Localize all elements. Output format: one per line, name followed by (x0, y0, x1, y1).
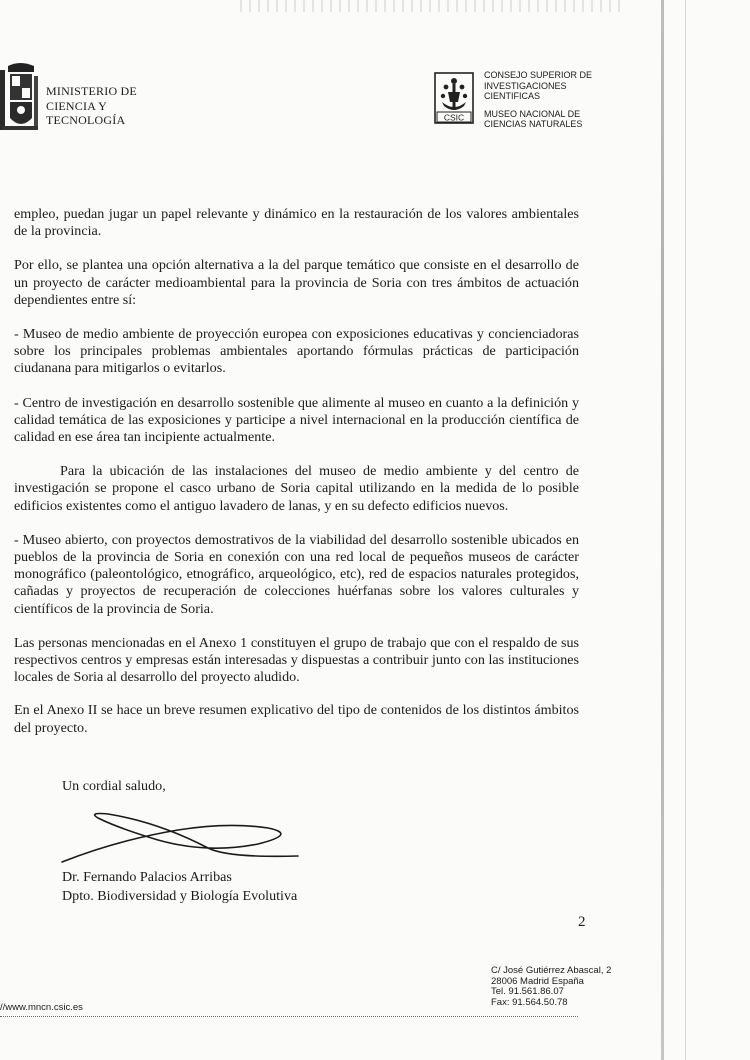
paragraph-research-center: - Centro de investigación en desarrollo sostenible que alimente al museo en cuanto a la definición y calidad temática de las exposiciones y participe a nivel internacional en la producción científica de calidad en ese área tan incipiente actualmente. (14, 394, 579, 446)
ministry-line-3: TECNOLOGÍA (46, 113, 126, 127)
closing-salutation: Un cordial saludo, (62, 778, 166, 794)
paragraph-location: Para la ubicación de las instalaciones del museo de medio ambiente y del centro de investigación se propone el casco urbano de Soria capital utilizando en la medida de lo posible edificios existentes como el antiguo lavadero de lanas, y en su defecto edificios nuevos. (14, 463, 579, 514)
paragraph-open-museum: - Museo abierto, con proyectos demostrativos de la viabilidad del desarrollo sostenible ubicados en pueblos de la provincia de Soria en conexión con una red local de pequeños museos de carácter monográfico (paleontológico, etnográfico, arqueológico, etc), red de espacios naturales protegidos, cañadas y proyectos de recuperación de colecciones huérfanas sobre los valores culturales y científicos de la provincia de Soria. (14, 531, 579, 617)
csic-logo-icon (434, 72, 474, 124)
paragraph-2: Por ello, se plantea una opción alternativa a la del parque temático que consiste en el desarrollo de un proyecto de carácter medioambiental para la provincia de Soria con tres ámbitos de actuación dependientes entre sí: (14, 257, 579, 308)
ministry-name (46, 84, 137, 128)
signer-name: Dr. Fernando Palacios Arribas (62, 869, 232, 885)
paragraph-museum: - Museo de medio ambiente de proyección europea con exposiciones educativas y concienciadoras sobre los principales problemas ambientales aportando fórmulas prácticas de participación ciudanana para mitigarlos o evitarlos. (14, 326, 579, 377)
footer-divider (0, 1016, 578, 1017)
address-fax: Fax: 91.564.50.78 (491, 996, 568, 1008)
csic-line-2: INVESTIGACIONES (484, 80, 567, 91)
handwritten-signature (58, 800, 308, 870)
website-url: //www.mncn.csic.es (0, 1002, 83, 1013)
museum-line-2: CIENCIAS NATURALES (484, 119, 583, 129)
museum-line-1: MUSEO NACIONAL DE (484, 108, 581, 119)
paragraph-annex-2: En el Anexo II se hace un breve resumen explicativo del tipo de contenidos de los distintos ámbitos del proyecto. (14, 702, 579, 736)
ministry-line-2: CIENCIA Y (46, 98, 108, 113)
csic-line-1: CONSEJO SUPERIOR DE (484, 70, 593, 80)
museum-address (491, 966, 611, 1008)
csic-header (484, 70, 592, 130)
page-fold-shadow (661, 0, 664, 1060)
address-phone: Tel. 91.561.86.07 (491, 986, 564, 997)
scan-noise (240, 0, 620, 12)
ministry-line-1: MINISTERIO DE (46, 84, 137, 98)
signer-block (62, 868, 297, 906)
ministry-crest-icon (0, 60, 40, 138)
address-street: C/ José Gutiérrez Abascal, 2 (491, 965, 612, 976)
paragraph-1: empleo, puedan jugar un papel relevante y dinámico en la restauración de los valores ambientales de la provincia. (14, 206, 579, 240)
paragraph-annex-1: Las personas mencionadas en el Anexo 1 constituyen el grupo de trabajo que con el respaldo de sus respectivos centros y empresas están interesadas y dispuestas a contribuir junto con las instituciones locales de Soria al desarrollo del proyecto aludido. (14, 634, 579, 686)
signer-department: Dpto. Biodiversidad y Biología Evolutiva (62, 888, 298, 904)
page-number: 2 (578, 914, 586, 930)
csic-line-3: CIENTIFICAS (484, 91, 541, 101)
letter-body (14, 206, 579, 754)
page-fold-line (685, 0, 686, 1060)
csic-logo-text: CSIC (443, 112, 465, 123)
address-city: 28006 Madrid España (491, 975, 584, 987)
